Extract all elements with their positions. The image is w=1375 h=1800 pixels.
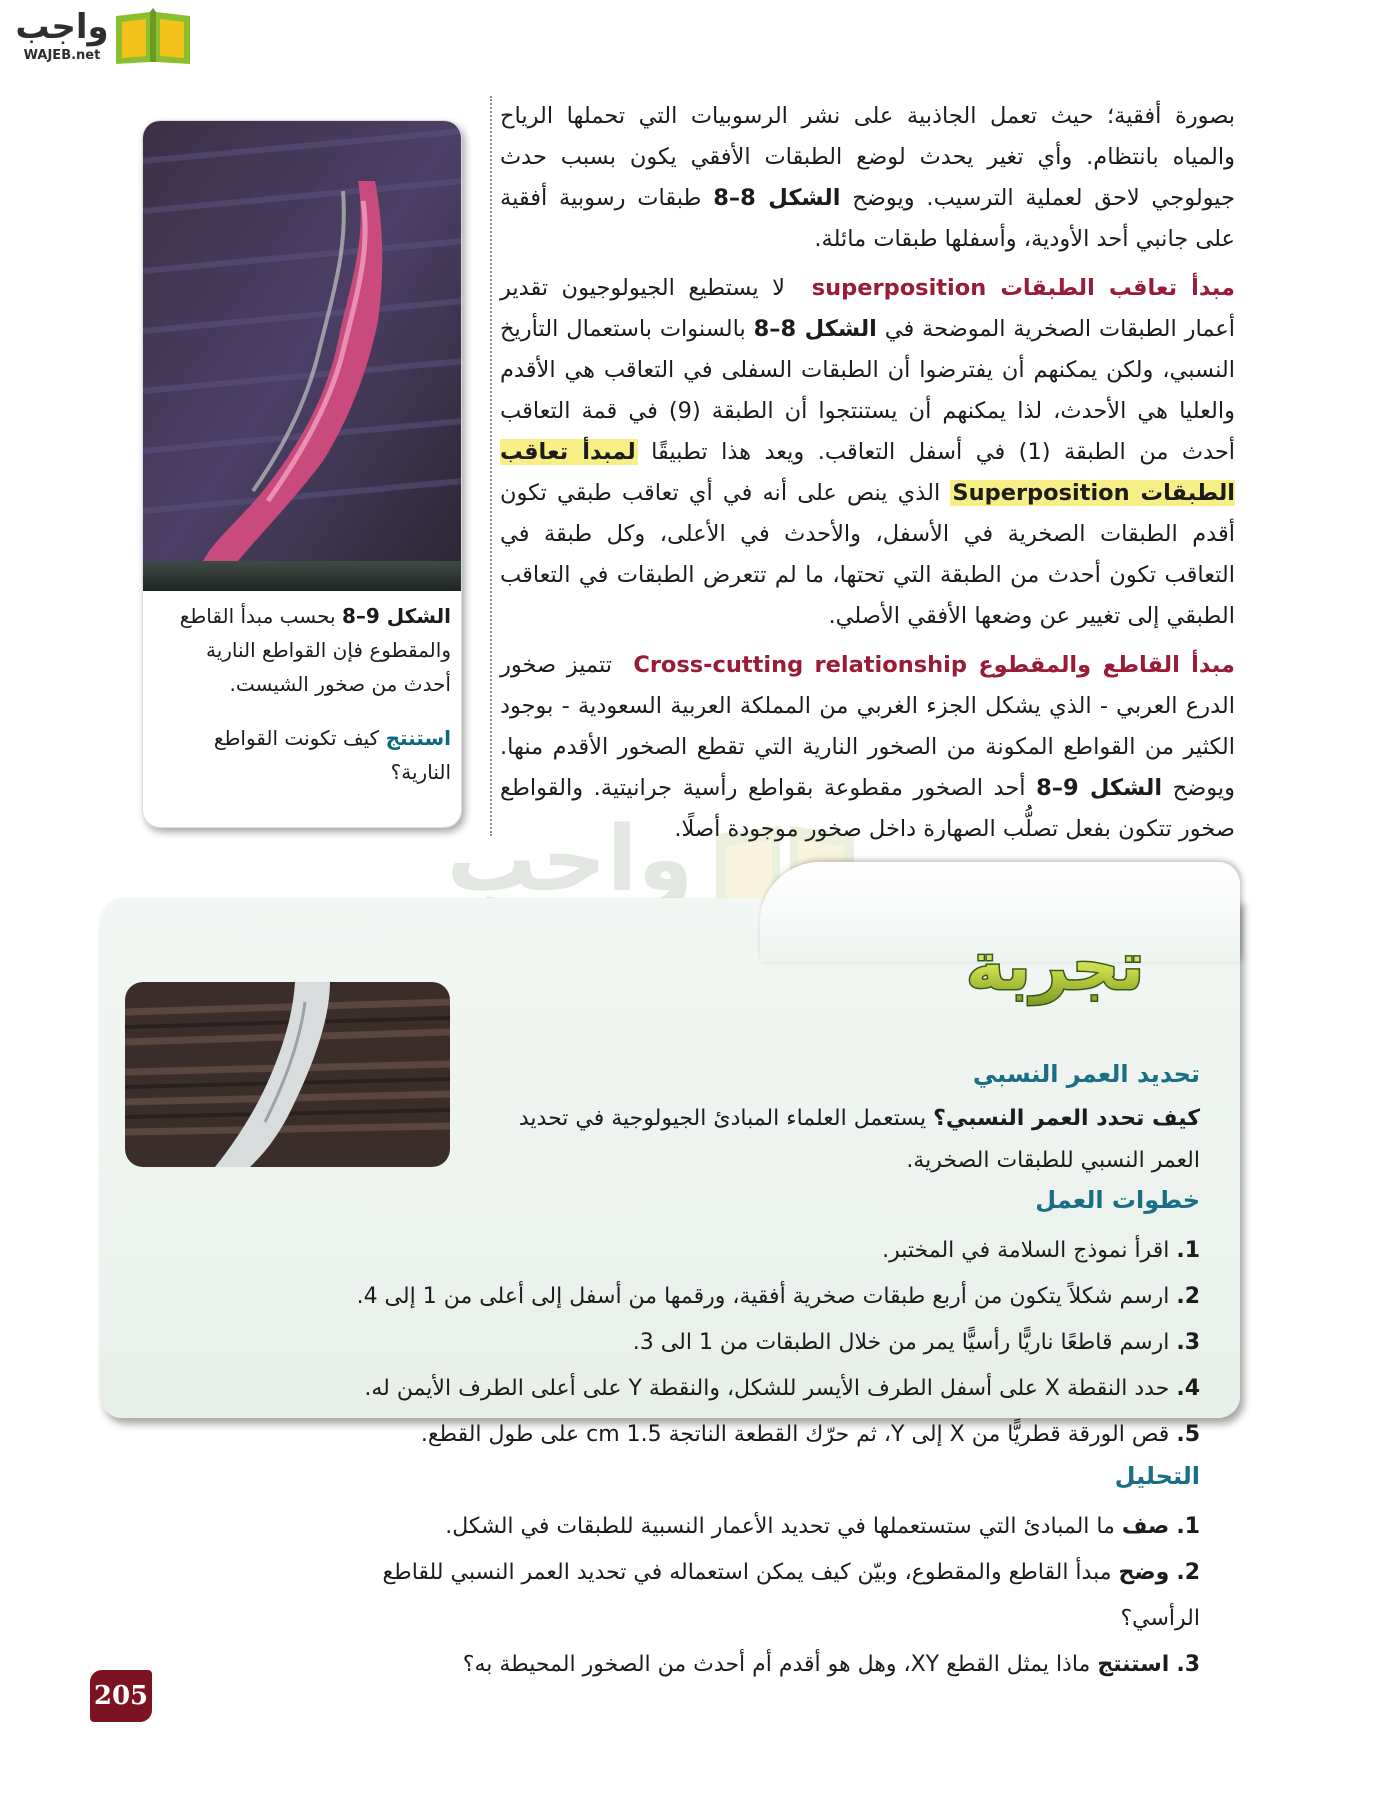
p3-figure-ref: الشكل 9–8 [1036, 775, 1163, 801]
main-text-column [500, 96, 1235, 858]
figure-question-label: استنتج [385, 726, 451, 750]
step-text: ارسم شكلاً يتكون من أربع طبقات صخرية أفقية، ورقمها من أسفل إلى أعلى من 1 إلى 4. [356, 1284, 1170, 1309]
p1-figure-ref: الشكل 8–8 [713, 185, 841, 211]
logo-arabic-text: واجب [15, 7, 109, 47]
heading-superposition: مبدأ تعاقب الطبقات superposition [811, 275, 1235, 301]
step-item [300, 1412, 1200, 1458]
analysis-number: 1. [1176, 1514, 1200, 1539]
analysis-number: 2. [1176, 1560, 1200, 1585]
analysis-number: 3. [1176, 1652, 1200, 1677]
analysis-text: مبدأ القاطع والمقطوع، وبيّن كيف يمكن استعماله في تحديد العمر النسبي للقاطع الرأسي؟ [382, 1560, 1200, 1631]
step-item [300, 1320, 1200, 1366]
watermark-arabic: واجب [446, 807, 694, 912]
step-text: ارسم قاطعًا ناريًّا رأسيًّا يمر من خلال الطبقات من 1 الى 3. [632, 1330, 1170, 1355]
logo-english-text: WAJEB.net [23, 48, 101, 63]
paragraph-superposition [500, 268, 1235, 637]
lab-rock-photo [125, 982, 450, 1167]
analysis-verb: صف [1121, 1514, 1170, 1539]
analysis-verb: استنتج [1097, 1652, 1170, 1677]
steps-list [300, 1228, 1200, 1458]
p1-end: طبقات رسوبية أفقية على جانبي أحد الأودية، وأسفلها طبقات مائلة. [500, 185, 1235, 252]
step-text: قص الورقة قطريًّا من X إلى Y، ثم حرّك القطعة الناتجة 1.5 cm على طول القطع. [420, 1422, 1170, 1447]
paragraph-intro [500, 96, 1235, 260]
step-item [300, 1274, 1200, 1320]
dike-rock-photo [143, 121, 462, 591]
figure-caption [151, 599, 461, 701]
analysis-item [300, 1504, 1200, 1550]
page-number: 205 [90, 1670, 152, 1722]
step-number: 2. [1176, 1284, 1200, 1309]
book-logo-icon [112, 8, 194, 66]
p2-text-c: الذي ينص على أنه في أي تعاقب طبقي تكون أقدم الطبقات الصخرية في الأسفل، والأحدث في الأعلى، وكل طبقة في التعاقب تكون أحدث من الطبقة التي تحتها، ما لم تتعرض الطبقات في التعاقب الطبقي إلى تغيير عن وضعها الأفقي الأصلي. [500, 480, 1235, 629]
column-divider [490, 96, 492, 836]
analysis-text: ما المبادئ التي ستستعملها في تحديد الأعمار النسبية للطبقات في الشكل. [445, 1514, 1115, 1539]
p3-text-a: تتميز صخور الدرع العربي - الذي يشكل الجزء الغربي من المملكة العربية السعودية - بوجود الكثير من القواطع المكونة من الصخور النارية التي تقطع الصخور الأقدم منها. ويوضح [500, 652, 1235, 801]
step-text: اقرأ نموذج السلامة في المختبر. [882, 1238, 1170, 1263]
step-number: 4. [1176, 1376, 1200, 1401]
analysis-list [300, 1504, 1200, 1688]
p1-text: بصورة أفقية؛ حيث تعمل الجاذبية على نشر الرسوبيات التي تحملها الرياح والمياه بانتظام. وأي تغير يحدث لوضع الطبقات الأفقي يكون بسبب حدث جيولوجي لاحق لعملية الترسيب. ويوضح [500, 103, 1235, 211]
analysis-item [300, 1642, 1200, 1688]
lab-intro-text: يستعمل العلماء المبادئ الجيولوجية في تحديد العمر النسبي للطبقات الصخرية. [518, 1106, 1200, 1173]
p3-text-b: أحد الصخور مقطوعة بقواطع رأسية جرانيتية. والقواطع صخور تتكون بفعل تصلُّب الصهارة داخل صخور موجودة أصلًا. [500, 775, 1235, 842]
step-number: 1. [1176, 1238, 1200, 1263]
lab-intro [480, 1098, 1200, 1182]
analysis-text: ماذا يمثل القطع XY، وهل هو أقدم أم أحدث من الصخور المحيطة به؟ [462, 1652, 1091, 1677]
lab-heading: تحديد العمر النسبي [972, 1060, 1200, 1088]
figure-card [142, 120, 462, 828]
step-number: 3. [1176, 1330, 1200, 1355]
steps-heading: خطوات العمل [1035, 1186, 1200, 1214]
figure-label: الشكل 9–8 [341, 604, 451, 628]
p2-text-a: لا يستطيع الجيولوجيون تقدير أعمار الطبقات الصخرية الموضحة في [500, 275, 1235, 342]
paragraph-crosscutting [500, 645, 1235, 850]
heading-crosscutting: مبدأ القاطع والمقطوع Cross-cutting relationship [633, 652, 1235, 678]
analysis-heading: التحليل [1114, 1462, 1200, 1490]
p2-figure-ref: الشكل 8–8 [753, 316, 877, 342]
superposition-highlight: لمبدأ تعاقب الطبقات Superposition [500, 439, 1235, 506]
figure-question [151, 721, 461, 789]
step-item [300, 1366, 1200, 1412]
figure-question-text: كيف تكونت القواطع النارية؟ [213, 726, 451, 784]
lab-title: تجربة [965, 928, 1145, 1005]
wajeb-logo[interactable] [12, 6, 192, 66]
step-number: 5. [1176, 1422, 1200, 1447]
figure-caption-text: بحسب مبدأ القاطع والمقطوع فإن القواطع النارية أحدث من صخور الشيست. [179, 604, 451, 696]
step-text: حدد النقطة X على أسفل الطرف الأيسر للشكل، والنقطة Y على أعلى الطرف الأيمن له. [364, 1376, 1170, 1401]
lab-intro-question: كيف تحدد العمر النسبي؟ [933, 1106, 1200, 1131]
analysis-verb: وضح [1118, 1560, 1170, 1585]
p2-text-b: بالسنوات باستعمال التأريخ النسبي، ولكن يمكنهم أن يفترضوا أن الطبقات السفلى في التعاقب هي الأقدم والعليا هي الأحدث، لذا يمكنهم أن يستنتجوا أن الطبقة (9) في قمة التعاقب أحدث من الطبقة (1) في أسفل التعاقب. ويعد هذا تطبيقًا [500, 316, 1235, 465]
step-item [300, 1228, 1200, 1274]
analysis-item [300, 1550, 1200, 1642]
lab-title-badge [950, 915, 1160, 1015]
